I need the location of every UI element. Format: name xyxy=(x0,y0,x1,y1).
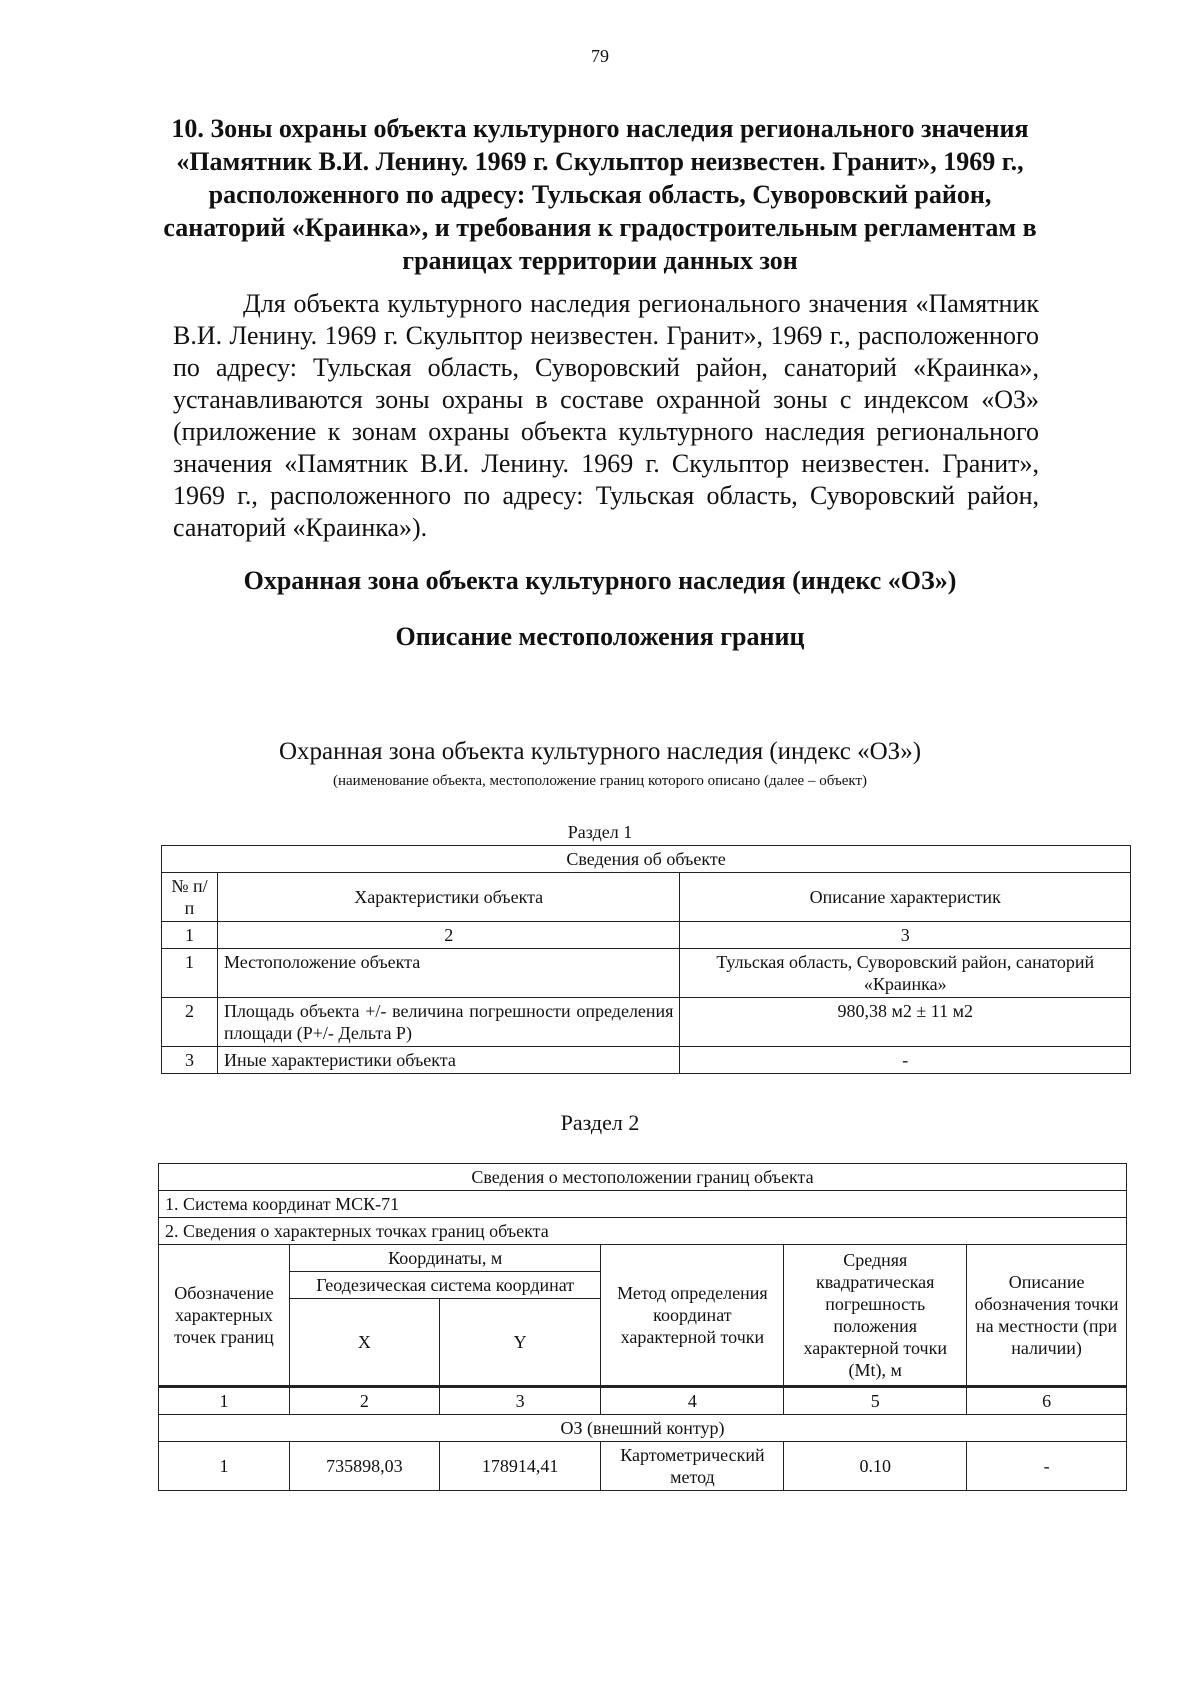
contour-label: ОЗ (внешний контур) xyxy=(159,1415,1127,1442)
col-char-header: Характеристики объекта xyxy=(217,873,680,922)
table-row xyxy=(162,1047,1131,1074)
row-char: Местоположение объекта xyxy=(217,949,680,998)
section1-title: Сведения об объекте xyxy=(162,846,1131,873)
col-geodesic-header: Геодезическая система координат xyxy=(289,1272,601,1299)
col-x-header: X xyxy=(289,1299,439,1387)
section2-table xyxy=(158,1163,1127,1491)
idx-cell: 6 xyxy=(967,1387,1127,1415)
row-num: 3 xyxy=(162,1047,218,1074)
table-row xyxy=(159,1387,1127,1415)
intro-paragraph: Для объекта культурного наследия регионального значения «Памятник В.И. Ленину. 1969 г. Скульптор неизвестен. Гранит», 1969 г., расположенного по адресу: Тульская область, Суворовский район, санаторий «Краинка», устанавливаются зоны охраны в составе охранной зоны с индексом «ОЗ» (приложение к зонам охраны объекта культурного наследия регионального значения «Памятник В.И. Ленину. 1969 г. Скульптор неизвестен. Гранит», 1969 г., расположенного по адресу: Тульская область, Суворовский район, санаторий «Краинка»). xyxy=(173,289,1039,542)
section2-label: Раздел 2 xyxy=(560,1110,640,1135)
idx-cell: 3 xyxy=(680,922,1131,949)
point-cell: 1 xyxy=(159,1442,290,1491)
y-cell: 178914,41 xyxy=(439,1442,601,1491)
col-method-header: Метод определения координат характерной точки xyxy=(601,1245,784,1387)
row-desc: - xyxy=(680,1047,1131,1074)
table-row xyxy=(162,998,1131,1047)
table-row xyxy=(159,1415,1127,1442)
row-desc: 980,38 м2 ± 11 м2 xyxy=(680,998,1131,1047)
description-subheading: Описание местоположения границ xyxy=(395,622,805,651)
idx-cell: 5 xyxy=(784,1387,967,1415)
col-num-header: № п/п xyxy=(162,873,218,922)
table-row xyxy=(159,1191,1127,1218)
table-row xyxy=(159,1442,1127,1491)
section2-title: Сведения о местоположении границ объекта xyxy=(159,1164,1127,1191)
coord-system: 1. Система координат МСК-71 xyxy=(159,1191,1127,1218)
col-place-header: Описание обозначения точки на местности (при наличии) xyxy=(967,1245,1127,1387)
page-number: 79 xyxy=(591,46,609,66)
row-char: Иные характеристики объекта xyxy=(217,1047,680,1074)
col-y-header: Y xyxy=(439,1299,601,1387)
points-title: 2. Сведения о характерных точках границ объекта xyxy=(159,1218,1127,1245)
idx-cell: 2 xyxy=(217,922,680,949)
idx-cell: 1 xyxy=(159,1387,290,1415)
zone-name: Охранная зона объекта культурного наследия (индекс «ОЗ») xyxy=(278,738,922,765)
table-row xyxy=(162,846,1131,873)
col-coords-header: Координаты, м xyxy=(289,1245,601,1272)
table-row xyxy=(162,949,1131,998)
row-num: 1 xyxy=(162,949,218,998)
row-num: 2 xyxy=(162,998,218,1047)
idx-cell: 3 xyxy=(439,1387,601,1415)
method-cell: Картометрический метод xyxy=(601,1442,784,1491)
zone-note: (наименование объекта, местоположение границ которого описано (далее – объект) xyxy=(332,773,868,789)
place-cell: - xyxy=(967,1442,1127,1491)
table-row xyxy=(159,1245,1127,1272)
row-char: Площадь объекта +/- величина погрешности определения площади (Р+/- Дельта Р) xyxy=(217,998,680,1047)
x-cell: 735898,03 xyxy=(289,1442,439,1491)
zone-subheading: Охранная зона объекта культурного наследия (индекс «ОЗ») xyxy=(243,566,957,595)
col-desc-header: Описание характеристик xyxy=(680,873,1131,922)
table-row xyxy=(159,1218,1127,1245)
idx-cell: 1 xyxy=(162,922,218,949)
error-cell: 0.10 xyxy=(784,1442,967,1491)
col-designation-header: Обозначение характерных точек границ xyxy=(159,1245,290,1387)
idx-cell: 4 xyxy=(601,1387,784,1415)
row-desc: Тульская область, Суворовский район, санаторий «Краинка» xyxy=(680,949,1131,998)
table-row xyxy=(162,922,1131,949)
table-row xyxy=(159,1164,1127,1191)
section1-label: Раздел 1 xyxy=(567,822,633,842)
col-error-header: Средняя квадратическая погрешность положения характерной точки (Mt), м xyxy=(784,1245,967,1387)
idx-cell: 2 xyxy=(289,1387,439,1415)
section1-table xyxy=(161,845,1131,1074)
document-heading: 10. Зоны охраны объекта культурного наследия регионального значения «Памятник В.И. Ленину. 1969 г. Скульптор неизвестен. Гранит», 1969 г., расположенного по адресу: Тульская область, Суворовский район, санаторий «Краинка», и требования к градостроительным регламентам в границах территории данных зон xyxy=(163,114,1037,275)
table-row xyxy=(162,873,1131,922)
